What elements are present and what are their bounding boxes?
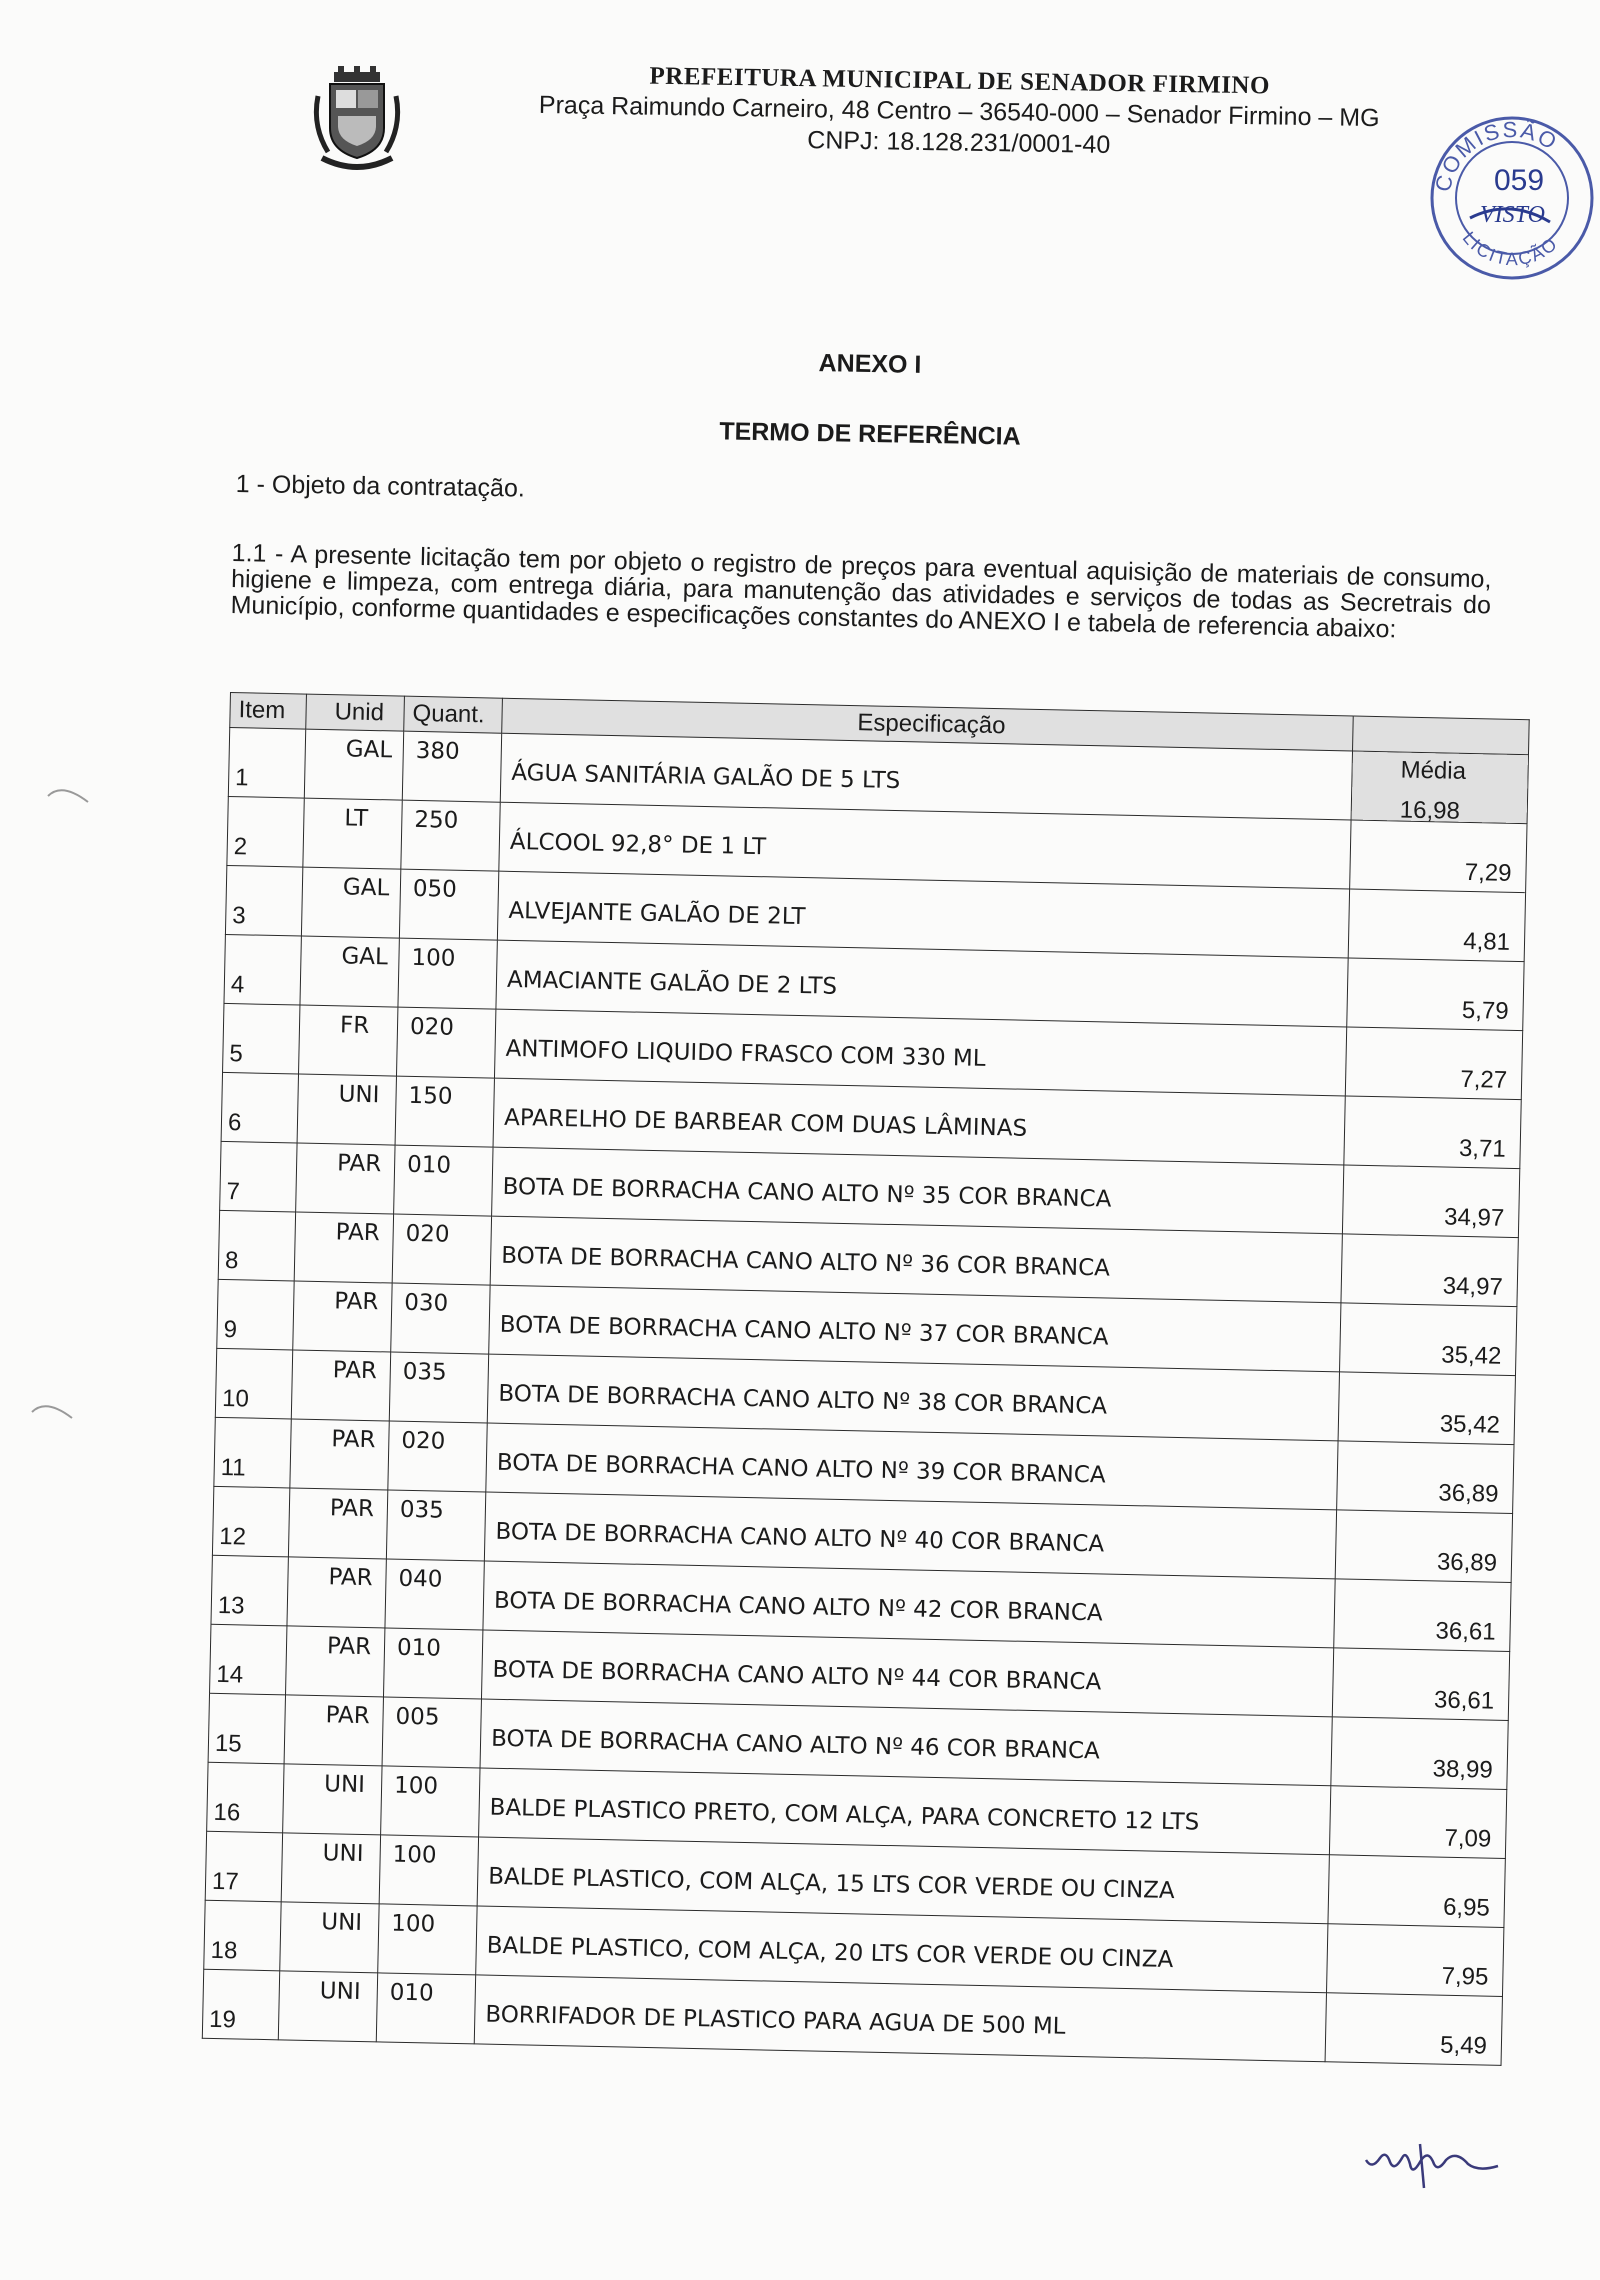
unid-value: UNI: [338, 1081, 380, 1109]
unid-cell: [280, 1902, 379, 1973]
item-cell: [221, 1072, 298, 1143]
quant-value: 010: [396, 1634, 442, 1662]
unid-value: PAR: [335, 1219, 381, 1247]
commission-stamp-icon: [1420, 98, 1600, 288]
spec-value: APARELHO DE BARBEAR COM DUAS LÂMINAS: [503, 1104, 1028, 1142]
media-cell: [1335, 1510, 1512, 1583]
quant-cell: [395, 1076, 494, 1147]
item-value: 16: [213, 1798, 241, 1827]
item-value: 9: [223, 1316, 238, 1344]
media-value: 38,99: [1432, 1755, 1493, 1784]
quant-cell: [394, 1145, 493, 1216]
spec-value: BOTA DE BORRACHA CANO ALTO Nº 46 COR BRANCA: [490, 1725, 1101, 1765]
unid-value: PAR: [333, 1288, 379, 1316]
media-value: 16,98: [1399, 796, 1461, 825]
quant-cell: [376, 1973, 475, 2044]
unid-value: GAL: [342, 874, 390, 902]
unid-value: GAL: [341, 943, 389, 971]
unid-value: PAR: [336, 1150, 382, 1178]
media-value: 7,09: [1444, 1824, 1492, 1853]
media-value: 36,89: [1436, 1548, 1498, 1577]
unid-cell: [297, 1074, 396, 1145]
quant-cell: [388, 1421, 487, 1492]
item-cell: [217, 1279, 294, 1350]
item-value: 10: [221, 1384, 250, 1413]
item-value: 2: [233, 833, 248, 861]
document-title: TERMO DE REFERÊNCIA: [719, 417, 1021, 451]
spec-value: ALVEJANTE GALÃO DE 2LT: [508, 897, 806, 931]
stamp-visto: VISTO: [1480, 202, 1545, 228]
quant-cell: [379, 1835, 478, 1906]
spec-value: BOTA DE BORRACHA CANO ALTO Nº 38 COR BRANCA: [498, 1380, 1108, 1420]
quant-value: 380: [415, 737, 460, 765]
letterhead-cnpj: CNPJ: 18.128.231/0001-40: [807, 126, 1111, 159]
media-value: 35,42: [1439, 1410, 1501, 1439]
scan-mark: [28, 1392, 78, 1422]
item-cell: [224, 934, 301, 1005]
stamp-bottom-text: LICITAÇÃO: [1458, 227, 1563, 270]
unid-cell: [296, 1143, 395, 1214]
header-unid: Unid: [306, 694, 405, 731]
item-cell: [205, 1831, 282, 1902]
spec-value: BOTA DE BORRACHA CANO ALTO Nº 36 COR BRANCA: [500, 1242, 1111, 1282]
spec-value: BALDE PLASTICO PRETO, COM ALÇA, PARA CONCRETO 12 LTS: [489, 1794, 1200, 1836]
svg-text:LICITAÇÃO: [1459, 228, 1562, 269]
spec-value: BORRIFADOR DE PLASTICO PARA AGUA DE 500 ML: [485, 2001, 1066, 2040]
item-cell: [220, 1141, 297, 1212]
header-spec: Especificação: [502, 698, 1354, 751]
media-cell: [1345, 1027, 1522, 1100]
media-value: 34,97: [1443, 1203, 1505, 1232]
spec-value: BOTA DE BORRACHA CANO ALTO Nº 42 COR BRANCA: [493, 1587, 1103, 1627]
media-value: 5,49: [1439, 2031, 1488, 2060]
header-quant: Quant.: [404, 696, 503, 733]
item-value: 19: [208, 2005, 237, 2034]
unid-cell: [278, 1971, 377, 2042]
media-cell: [1332, 1648, 1509, 1721]
spec-value: ÁGUA SANITÁRIA GALÃO DE 5 LTS: [511, 759, 901, 795]
quant-value: 100: [390, 1910, 436, 1938]
spec-value: BOTA DE BORRACHA CANO ALTO Nº 44 COR BRANCA: [492, 1656, 1102, 1696]
media-value: 36,61: [1433, 1686, 1495, 1715]
media-cell: [1326, 1924, 1503, 1997]
media-value: 4,81: [1463, 927, 1511, 956]
spec-value: BALDE PLASTICO, COM ALÇA, 15 LTS COR VERDE OU CINZA: [487, 1863, 1175, 1905]
unid-cell: [300, 936, 399, 1007]
quant-cell: [398, 938, 497, 1009]
media-cell: [1328, 1855, 1505, 1928]
quant-cell: [381, 1766, 480, 1837]
media-cell: [1344, 1096, 1521, 1169]
object-paragraph: 1.1 - A presente licitação tem por objeto o registro de preços para eventual aquisição de materiais de consumo, higiene e limpeza, com entrega diária, para manutenção das atividades e serviços de todas as Secretrais do Município, conforme quantidades e especificações constantes do ANEXO I e tabela de referencia abaixo:: [230, 539, 1492, 644]
header-item: Item: [230, 693, 307, 730]
media-cell: [1340, 1303, 1517, 1376]
handwritten-signature: [1360, 2130, 1540, 2190]
unid-value: PAR: [331, 1426, 376, 1454]
unid-value: UNI: [323, 1771, 366, 1799]
quant-value: 020: [409, 1013, 455, 1041]
item-cell: [218, 1210, 295, 1281]
item-cell: [211, 1555, 288, 1626]
unid-value: UNI: [320, 1909, 363, 1937]
media-cell: [1348, 889, 1525, 962]
media-cell: [1341, 1234, 1518, 1307]
unid-cell: [303, 798, 402, 869]
quant-cell: [385, 1559, 484, 1630]
media-cell: [1342, 1165, 1519, 1238]
quant-cell: [389, 1352, 488, 1423]
media-cell: [1350, 820, 1527, 893]
unid-cell: [301, 867, 400, 938]
quant-value: 005: [395, 1703, 440, 1731]
quant-value: 035: [402, 1358, 447, 1386]
item-value: 13: [217, 1591, 245, 1620]
media-value: 36,89: [1438, 1479, 1499, 1508]
spec-value: BOTA DE BORRACHA CANO ALTO Nº 37 COR BRANCA: [499, 1311, 1109, 1351]
quant-value: 040: [398, 1565, 443, 1593]
item-cell: [208, 1693, 285, 1764]
spec-value: ÁLCOOL 92,8° DE 1 LT: [509, 828, 767, 861]
item-value: 8: [224, 1247, 239, 1275]
unid-value: PAR: [332, 1357, 378, 1385]
item-cell: [202, 1969, 279, 2040]
item-cell: [207, 1762, 284, 1833]
letterhead-address: Praça Raimundo Carneiro, 48 Centro – 36540-000 – Senador Firmino – MG: [538, 90, 1380, 133]
item-value: 14: [216, 1660, 244, 1689]
item-value: 6: [227, 1109, 242, 1137]
quant-cell: [386, 1490, 485, 1561]
media-cell: [1334, 1579, 1511, 1652]
unid-value: FR: [339, 1012, 370, 1039]
quant-cell: [378, 1904, 477, 1975]
quant-value: 050: [412, 875, 458, 903]
unid-value: PAR: [329, 1495, 375, 1523]
item-cell: [228, 728, 305, 799]
item-cell: [223, 1003, 300, 1074]
media-cell: [1338, 1372, 1515, 1445]
quant-cell: [401, 800, 500, 871]
quant-value: 100: [411, 944, 456, 972]
item-cell: [215, 1348, 292, 1419]
unid-value: PAR: [325, 1702, 370, 1730]
spec-value: BALDE PLASTICO, COM ALÇA, 20 LTS COR VERDE OU CINZA: [486, 1932, 1174, 1974]
quant-value: 250: [414, 806, 459, 834]
unid-value: UNI: [322, 1840, 364, 1868]
item-cell: [210, 1624, 287, 1695]
item-value: 11: [220, 1453, 246, 1482]
unid-cell: [288, 1488, 387, 1559]
letterhead-title: PREFEITURA MUNICIPAL DE SENADOR FIRMINO: [649, 62, 1271, 100]
table-body: [202, 728, 1528, 2066]
letterhead: [479, 60, 1440, 165]
quant-value: 035: [399, 1496, 445, 1524]
quant-value: 030: [403, 1289, 449, 1317]
item-value: 18: [210, 1936, 238, 1965]
media-value: 34,97: [1442, 1272, 1504, 1301]
quant-cell: [396, 1007, 495, 1078]
quant-cell: [402, 731, 501, 802]
item-value: 1: [234, 764, 249, 792]
media-value: 7,27: [1460, 1065, 1508, 1094]
header-media: Média: [1400, 756, 1467, 785]
media-cell: [1325, 1993, 1502, 2066]
item-cell: [225, 865, 302, 936]
quant-value: 010: [406, 1151, 452, 1179]
media-cell: [1329, 1786, 1506, 1859]
media-cell: [1331, 1717, 1508, 1790]
unid-value: PAR: [326, 1633, 372, 1661]
unid-value: GAL: [345, 736, 393, 764]
quant-value: 100: [392, 1841, 437, 1869]
quant-cell: [383, 1628, 482, 1699]
unid-cell: [284, 1695, 383, 1766]
media-cell: [1351, 751, 1528, 824]
unid-cell: [299, 1005, 398, 1076]
item-cell: [204, 1900, 281, 1971]
media-value: 7,95: [1441, 1962, 1489, 1991]
spec-value: ANTIMOFO LIQUIDO FRASCO COM 330 ML: [505, 1035, 986, 1072]
item-value: 5: [229, 1040, 244, 1068]
unid-cell: [293, 1281, 392, 1352]
unid-cell: [287, 1557, 386, 1628]
item-value: 4: [230, 971, 245, 999]
media-value: 7,29: [1464, 858, 1512, 887]
media-value: 5,79: [1461, 996, 1509, 1025]
item-cell: [212, 1486, 289, 1557]
unid-cell: [294, 1212, 393, 1283]
stamp-page-number: 059: [1494, 164, 1545, 197]
item-value: 12: [219, 1522, 247, 1551]
coat-of-arms-icon: [312, 66, 402, 176]
spec-value: BOTA DE BORRACHA CANO ALTO Nº 40 COR BRANCA: [495, 1518, 1105, 1558]
quant-value: 020: [405, 1220, 450, 1248]
media-value: 6,95: [1442, 1893, 1491, 1922]
quant-value: 100: [393, 1772, 439, 1800]
annex-title: ANEXO I: [818, 349, 922, 379]
unid-value: UNI: [319, 1978, 361, 2006]
item-cell: [227, 796, 304, 867]
item-value: 15: [214, 1729, 242, 1758]
header-media-blank: [1353, 716, 1530, 755]
media-value: 35,42: [1441, 1341, 1502, 1370]
item-value: 17: [211, 1867, 240, 1896]
unid-value: PAR: [328, 1564, 373, 1592]
spec-value: AMACIANTE GALÃO DE 2 LTS: [506, 966, 838, 1000]
spec-value: BOTA DE BORRACHA CANO ALTO Nº 35 COR BRANCA: [502, 1173, 1112, 1213]
unid-value: LT: [344, 805, 369, 832]
media-cell: [1337, 1441, 1514, 1514]
unid-cell: [283, 1764, 382, 1835]
quant-cell: [392, 1214, 491, 1285]
reference-table: [202, 692, 1530, 2066]
quant-cell: [391, 1283, 490, 1354]
media-value: 36,61: [1435, 1617, 1496, 1646]
scan-mark: [44, 776, 94, 806]
item-value: 3: [232, 902, 246, 930]
section-heading: 1 - Objeto da contratação.: [235, 470, 526, 503]
spec-value: BOTA DE BORRACHA CANO ALTO Nº 39 COR BRANCA: [496, 1449, 1106, 1489]
unid-cell: [290, 1419, 389, 1490]
media-cell: [1347, 958, 1524, 1031]
stamp-top-text: COMISSÃO: [1429, 117, 1563, 195]
item-cell: [214, 1417, 291, 1488]
unid-cell: [286, 1626, 385, 1697]
media-value: 3,71: [1458, 1134, 1506, 1163]
quant-cell: [382, 1697, 481, 1768]
unid-cell: [291, 1350, 390, 1421]
unid-cell: [304, 729, 403, 800]
quant-cell: [399, 869, 498, 940]
quant-value: 020: [401, 1427, 446, 1455]
quant-value: 010: [389, 1979, 434, 2007]
unid-cell: [281, 1833, 380, 1904]
quant-value: 150: [408, 1082, 453, 1110]
item-value: 7: [226, 1178, 241, 1206]
